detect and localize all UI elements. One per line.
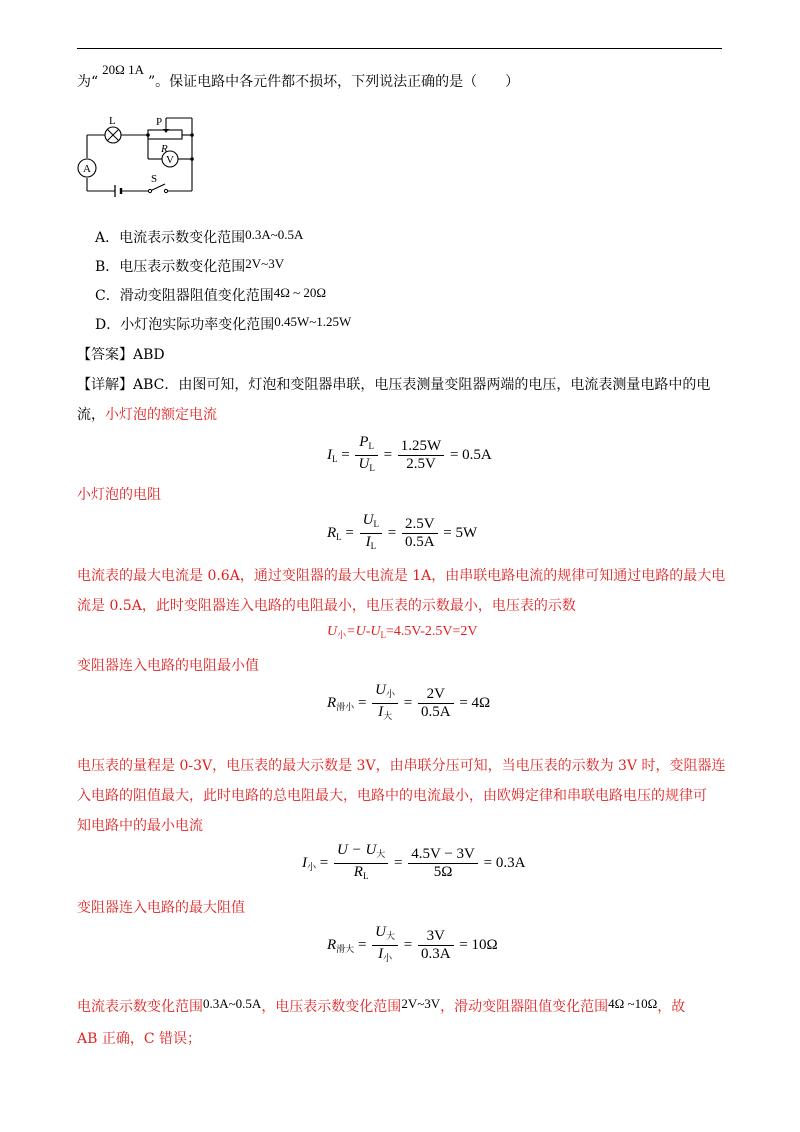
eq6-den1-sub: 小 xyxy=(383,953,393,963)
eq6-den1: I xyxy=(378,946,384,962)
eq4-frac-symbolic xyxy=(372,682,398,725)
eq4-num1: U xyxy=(375,682,386,698)
rheostat-label: R xyxy=(161,143,168,155)
eq1-num2: 1.25W xyxy=(398,438,444,456)
option-a-text: A．电流表示数变化范围 xyxy=(95,230,246,246)
eq4-frac-numeric xyxy=(418,686,454,721)
eq3-rest-sub: L xyxy=(380,630,386,640)
para-voltmeter-1: 电压表的量程是 0-3V，电压表的最大示数是 3V，由串联分压可知，当电压表的示数为 3V 时，变阻器连 xyxy=(77,758,726,774)
para-voltmeter-2: 入电路的阻值最大，此时电路的总电阻最大，电路中的电流最小，由欧姆定律和串联电路电压的规律可 xyxy=(77,788,707,804)
para-summary xyxy=(77,997,685,1017)
eq5-frac-symbolic xyxy=(334,842,388,885)
eq6-lhs-sub: 滑大 xyxy=(336,943,355,954)
eq6-num1-sub: 大 xyxy=(386,931,396,941)
answer-line xyxy=(77,345,165,365)
summary-text-2: ，电压表示数变化范围 xyxy=(261,999,402,1015)
eq4-den2: 0.5A xyxy=(420,704,451,720)
eq6-num1: U xyxy=(375,924,386,940)
eq1-lhs: I xyxy=(327,446,332,463)
eq5-num2: 4.5V − 3V xyxy=(408,846,478,864)
option-a xyxy=(95,228,303,248)
eq3-u: U xyxy=(327,624,338,639)
detail-line-2 xyxy=(77,405,217,425)
option-a-math: 0.3A~0.5A xyxy=(245,227,304,242)
eq1-result: = 0.5A xyxy=(449,446,492,463)
option-d-math: 0.45W~1.25W xyxy=(274,314,352,329)
eq4-num2: 2V xyxy=(418,686,454,704)
eq6-num2: 3V xyxy=(418,928,454,946)
eq1-num1: P xyxy=(359,434,369,450)
detail-label: 【详解】 xyxy=(77,377,133,393)
eq2-lhs-sub: L xyxy=(336,531,342,542)
eq2-lhs: R xyxy=(327,524,337,541)
para-conclusion: AB 正确，C 错误； xyxy=(77,1031,202,1047)
switch-label: S xyxy=(151,173,158,185)
eq6-lhs: R xyxy=(327,936,337,953)
eq3-rest: =U-U xyxy=(346,624,381,639)
eq1-den1: U xyxy=(358,456,370,472)
eq1-den2: 2.5V xyxy=(406,456,436,472)
eq3-u-sub: 小 xyxy=(337,630,347,640)
option-d-text: D．小灯泡实际功率变化范围 xyxy=(95,317,275,333)
eq6-frac-numeric xyxy=(418,928,454,963)
eq1-lhs-sub: L xyxy=(332,453,338,464)
equation-rated-current: $I_L$ = $\frac{P_L}{U_L}$ = $\frac{1.25W}{2.5V}$ = 0.5A xyxy=(327,434,492,477)
eq4-result: = 4Ω xyxy=(459,694,491,711)
eq5-num1-sub: 大 xyxy=(376,849,386,859)
lamp-label: L xyxy=(109,115,116,127)
summary-math-2: 2V~3V xyxy=(401,996,441,1011)
eq6-den2: 0.3A xyxy=(420,946,451,962)
answer-label: 【答案】 xyxy=(77,347,133,363)
para-max-current-2: 流是 0.5A，此时变阻器连入电路的电阻最小，电压表的示数最小，电压表的示数 xyxy=(77,598,576,614)
eq5-lhs-sub: 小 xyxy=(307,861,317,872)
ammeter-label: A xyxy=(83,163,91,175)
para-min-resistance: 变阻器连入电路的电阻最小值 xyxy=(77,658,259,674)
summary-math-1: 0.3A~0.5A xyxy=(203,996,262,1011)
eq2-den2: 0.5A xyxy=(404,534,435,550)
eq5-lhs: I xyxy=(302,854,307,871)
eq5-num1: U − U xyxy=(336,842,377,858)
equation-min-voltage xyxy=(327,624,477,641)
eq1-den1-sub: L xyxy=(369,463,375,473)
slider-label: P xyxy=(156,116,163,128)
option-c-math: 4Ω ~ 20Ω xyxy=(273,285,327,300)
eq1-frac-symbolic xyxy=(355,434,377,477)
question-intro-suffix: ”。保证电路中各元件都不损坏，下列说法正确的是（ ） xyxy=(147,74,520,90)
eq6-result: = 10Ω xyxy=(459,936,498,953)
eq5-den2: 5Ω xyxy=(433,864,453,880)
summary-text-1: 电流表示数变化范围 xyxy=(77,999,203,1015)
equation-min-current: $I_小$ = $\frac{U - U_大}{R_L}$ = $\frac{4.5V - 3V}{5\Omega}$ = 0.3A xyxy=(302,842,525,885)
eq2-result: = 5W xyxy=(443,524,478,541)
eq5-frac-numeric xyxy=(408,846,478,881)
para-resistance: 小灯泡的电阻 xyxy=(77,487,161,503)
eq5-den1-sub: L xyxy=(362,871,369,881)
eq1-num1-sub: L xyxy=(368,441,374,451)
equation-min-rheostat: $R_{滑小}$ = $\frac{U_小}{I_大}$ = $\frac{2V}{0.5A}$ = 4Ω xyxy=(327,682,490,725)
question-line xyxy=(77,62,520,92)
eq1-frac-numeric xyxy=(398,438,444,473)
option-b xyxy=(95,257,284,277)
detail-text-2b: 小灯泡的额定电流 xyxy=(105,407,217,423)
para-voltmeter-3: 知电路中的最小电流 xyxy=(77,818,203,834)
question-rating: 20Ω 1A xyxy=(102,62,144,77)
eq3-tail: =4.5V-2.5V=2V xyxy=(385,624,478,639)
eq2-den1-sub: L xyxy=(370,541,377,551)
equation-max-rheostat: $R_{滑大}$ = $\frac{U_大}{I_小}$ = $\frac{3V}{0.3A}$ = 10Ω xyxy=(327,924,498,967)
detail-line-1 xyxy=(77,375,710,395)
eq2-num1: U xyxy=(362,512,374,528)
summary-math-3: 4Ω ~10Ω xyxy=(608,996,658,1011)
eq4-den1: I xyxy=(378,704,384,720)
eq2-frac-symbolic xyxy=(360,512,382,555)
equation-lamp-resistance: $R_L$ = $\frac{U_L}{I_L}$ = $\frac{2.5V}{0.5A}$ = 5W xyxy=(327,512,477,555)
answer-value: ABD xyxy=(133,347,165,363)
option-d xyxy=(95,315,351,335)
eq2-num1-sub: L xyxy=(373,519,379,529)
detail-text-1: ABC．由图可知，灯泡和变阻器串联，电压表测量变阻器两端的电压，电流表测量电路中的电 xyxy=(133,377,711,393)
eq2-num2: 2.5V xyxy=(402,516,438,534)
para-max-current-1: 电流表的最大电流是 0.6A，通过变阻器的最大电流是 1A，由串联电路电流的规律可知通过电路的最大电 xyxy=(77,568,726,584)
summary-text-4: ，故 xyxy=(657,999,686,1015)
option-c-text: C．滑动变阻器阻值变化范围 xyxy=(95,288,274,304)
option-b-text: B．电压表示数变化范围 xyxy=(95,259,246,275)
eq5-den1: R xyxy=(353,864,363,880)
option-b-math: 2V~3V xyxy=(245,256,285,271)
eq4-lhs-sub: 滑小 xyxy=(336,701,355,712)
summary-text-3: ，滑动变阻器阻值变化范围 xyxy=(440,999,609,1015)
eq4-den1-sub: 大 xyxy=(383,711,393,721)
eq2-den1: I xyxy=(365,534,371,550)
option-c xyxy=(95,286,326,306)
eq6-frac-symbolic xyxy=(372,924,398,967)
eq4-num1-sub: 小 xyxy=(386,689,396,699)
question-intro-prefix: 为“ xyxy=(77,74,99,90)
voltmeter-label: V xyxy=(166,154,174,166)
detail-text-2a: 流， xyxy=(77,407,105,423)
eq5-result: = 0.3A xyxy=(483,854,526,871)
eq2-frac-numeric xyxy=(402,516,438,551)
top-rule xyxy=(77,48,722,49)
para-max-resistance: 变阻器连入电路的最大阻值 xyxy=(77,900,245,916)
eq4-lhs: R xyxy=(327,694,337,711)
circuit-diagram xyxy=(70,108,210,198)
